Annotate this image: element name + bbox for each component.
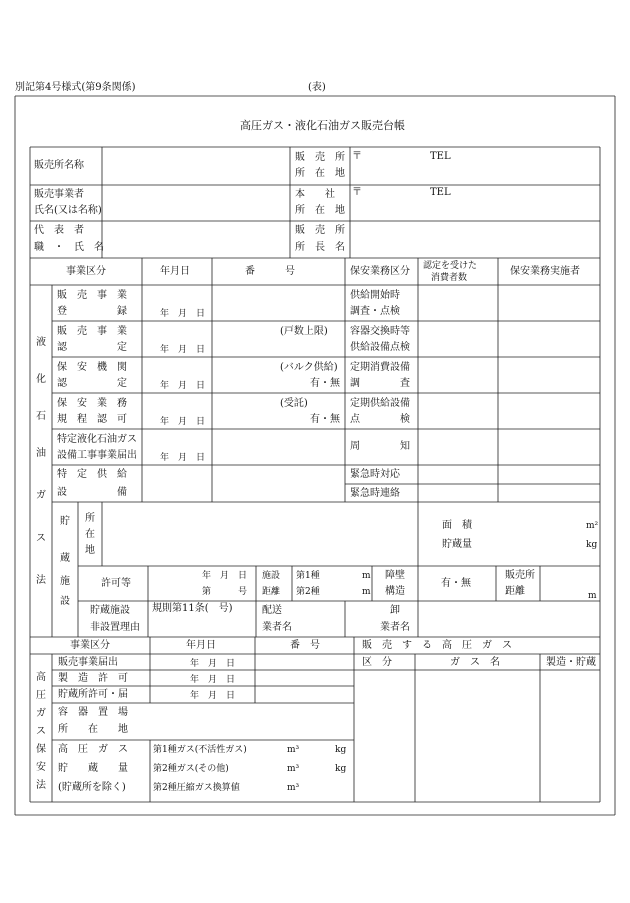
- chief-field[interactable]: [352, 223, 598, 256]
- lpg-side-1: 液: [36, 337, 46, 348]
- exempt-label-1: 貯蔵施設: [90, 605, 130, 616]
- storage-qty-label: 貯蔵量: [442, 539, 472, 550]
- store-dist-2: 距離: [505, 586, 525, 597]
- hpg-gas-header: ガ ス 名: [450, 657, 500, 668]
- lpg-consumers-header-1: 認定を受けた: [423, 261, 478, 271]
- hpg-storage-label-2: 貯 蔵 量: [58, 763, 128, 774]
- operator-label-1: 販売事業者: [34, 189, 84, 200]
- store-loc-label-2: 所 在 地: [295, 168, 345, 179]
- lpg-row3-label-2: 認 定: [57, 378, 127, 389]
- hpg-side-4: ス: [36, 726, 46, 737]
- lpg-side-7: 法: [36, 575, 46, 586]
- lpg-row4-hoan-2: 点 検: [350, 414, 410, 425]
- container-location-field[interactable]: [152, 705, 352, 738]
- storage-location-field[interactable]: [104, 504, 416, 564]
- store-loc-label-1: 販 売 所: [295, 152, 345, 163]
- storage-side-4: 設: [60, 596, 70, 607]
- permit-label: 許可等: [101, 578, 131, 589]
- hpg-side-7: 法: [36, 780, 46, 791]
- hpg-row2-label: 製 造 許 可: [58, 673, 128, 684]
- lpg-row2-label-2: 認 定: [57, 342, 127, 353]
- storage-area-unit: m²: [586, 521, 599, 531]
- storage-side-1: 貯: [60, 516, 70, 527]
- storage-area-label: 面 積: [442, 520, 472, 531]
- storage-loc-3: 地: [85, 545, 95, 556]
- hpg-sell-header: 販 売 す る 高 圧 ガ ス: [362, 640, 512, 651]
- hpg-kubun-header: 区 分: [362, 657, 392, 668]
- barrier-label-2: 構造: [385, 586, 405, 597]
- gas-class1-m3: m³: [287, 745, 300, 755]
- store-dist-unit: m: [588, 591, 597, 601]
- lpg-row5-date: 年 月 日: [160, 453, 206, 463]
- lpg-row4-hoan-1: 定期供給設備: [350, 398, 410, 409]
- lpg-biz-header: 事業区分: [66, 266, 106, 277]
- hpg-side-2: 圧: [36, 690, 46, 701]
- hpg-row1-label: 販売事業届出: [58, 657, 118, 668]
- store-name-field[interactable]: [104, 149, 288, 183]
- container-label-2: 所 在 地: [58, 724, 128, 735]
- lpg-row5-label-1: 特定液化石油ガス: [57, 434, 137, 445]
- lpg-row2-hoan-1: 容器交換時等: [350, 326, 410, 337]
- gas-class2-m3: m³: [287, 764, 300, 774]
- lpg-side-6: ス: [36, 533, 46, 544]
- lpg-row3-hoan-2: 調 査: [350, 378, 410, 389]
- barrier-yn[interactable]: 有・無: [441, 578, 471, 589]
- delivery-label-2: 業者名: [262, 622, 292, 633]
- hpg-row3-label: 貯蔵所許可・届: [58, 689, 128, 700]
- chief-label-2: 所 長 名: [295, 242, 345, 253]
- gas-class1-kg: kg: [335, 745, 347, 755]
- hpg-side-6: 安: [36, 762, 46, 773]
- gas-class2-compressed-m3: m³: [287, 783, 300, 793]
- postal-mark: 〒: [352, 151, 362, 162]
- storage-loc-2: 在: [85, 529, 95, 540]
- class2-unit: m: [362, 587, 371, 597]
- hpg-date-header: 年月日: [186, 640, 216, 651]
- lpg-row4-yn[interactable]: 有・無: [310, 414, 340, 425]
- lpg-row3-label-1: 保 安 機 関: [57, 362, 127, 373]
- rep-field[interactable]: [104, 223, 288, 256]
- hpg-num-header: 番 号: [290, 640, 320, 651]
- hpg-biz-header: 事業区分: [70, 640, 110, 651]
- store-dist-1: 販売所: [505, 570, 535, 581]
- permit-number: 第 号: [202, 587, 248, 597]
- hq-field[interactable]: [352, 199, 598, 219]
- lpg-row1-hoan-1: 供給開始時: [350, 290, 400, 301]
- form-title: 高圧ガス・液化石油ガス販売台帳: [240, 119, 405, 132]
- hpg-storage-label-1: 高 圧 ガ ス: [58, 744, 128, 755]
- store-name-label: 販売所名称: [34, 160, 84, 171]
- storage-side-2: 蔵: [60, 553, 70, 564]
- lpg-row6-hoan-2: 緊急時連絡: [350, 488, 400, 499]
- lpg-row3-num-note: (バルク供給): [280, 362, 338, 373]
- class2-label: 第2種: [296, 587, 320, 597]
- lpg-row1-date: 年 月 日: [160, 309, 206, 319]
- hq-tel-label: TEL: [430, 187, 451, 198]
- operator-label-2: 氏名(又は名称): [34, 205, 102, 216]
- lpg-row1-label-2: 登 録: [57, 306, 127, 317]
- hpg-side-3: ガ: [36, 708, 46, 719]
- lpg-row6-label-2: 設 備: [57, 487, 127, 498]
- lpg-side-3: 石: [36, 411, 46, 422]
- lpg-row2-label-1: 販 売 事 業: [57, 326, 127, 337]
- storage-qty-unit: kg: [586, 540, 598, 550]
- hpg-side-1: 高: [36, 672, 46, 683]
- facility-dist-1: 施設: [262, 571, 281, 581]
- hpg-mfg-header: 製造・貯蔵: [546, 657, 596, 668]
- class1-unit: m: [362, 571, 371, 581]
- lpg-hoan-header: 保安業務区分: [350, 266, 410, 277]
- store-loc-field[interactable]: [352, 163, 598, 183]
- lpg-impl-header: 保安業務実施者: [510, 266, 580, 277]
- lpg-row2-hoan-2: 供給設備点検: [350, 342, 410, 353]
- lpg-row6-hoan-1: 緊急時対応: [350, 469, 400, 480]
- lpg-row1-label-1: 販 売 事 業: [57, 290, 127, 301]
- hpg-row2-date: 年 月 日: [190, 675, 236, 685]
- rep-label-1: 代 表 者: [34, 225, 84, 236]
- lpg-row3-hoan-1: 定期消費設備: [350, 362, 410, 373]
- lpg-row5-hoan: 周 知: [350, 441, 410, 452]
- lpg-num-header: 番 号: [245, 266, 295, 277]
- gas-class2-compressed: 第2種圧縮ガス換算値: [153, 783, 240, 793]
- lpg-consumers-header-2: 消費者数: [431, 273, 468, 283]
- lpg-date-header: 年月日: [160, 266, 190, 277]
- exempt-label-2: 非設置理由: [90, 622, 140, 633]
- hpg-row1-date: 年 月 日: [190, 659, 236, 669]
- permit-date: 年 月 日: [202, 571, 248, 581]
- wholesale-label-2: 業者名: [380, 622, 410, 633]
- class1-label: 第1種: [296, 571, 320, 581]
- gas-class2: 第2種ガス(その他): [153, 764, 229, 774]
- lpg-row1-hoan-2: 調査・点検: [350, 306, 400, 317]
- wholesale-label-1: 卸: [390, 605, 400, 616]
- storage-side-3: 施: [60, 576, 70, 587]
- delivery-label-1: 配送: [262, 605, 282, 616]
- container-label-1: 容 器 置 場: [58, 707, 128, 718]
- tel-label: TEL: [430, 151, 451, 162]
- rep-label-2: 職 ・ 氏 名: [34, 242, 104, 253]
- lpg-row2-date: 年 月 日: [160, 345, 206, 355]
- facility-dist-2: 距離: [262, 587, 281, 597]
- chief-label-1: 販 売 所: [295, 225, 345, 236]
- lpg-side-4: 油: [36, 448, 46, 459]
- gas-class2-kg: kg: [335, 764, 347, 774]
- lpg-row3-date: 年 月 日: [160, 381, 206, 391]
- lpg-side-2: 化: [36, 374, 46, 385]
- hq-postal-mark: 〒: [352, 187, 362, 198]
- form-number: 別記第4号様式(第9条関係): [15, 82, 136, 93]
- barrier-label-1: 障壁: [385, 570, 405, 581]
- hpg-side-5: 保: [36, 744, 46, 755]
- operator-field[interactable]: [104, 187, 288, 219]
- rule-label: 規則第11条( 号): [152, 603, 233, 614]
- lpg-row6-label-1: 特 定 供 給: [57, 469, 127, 480]
- lpg-row5-label-2: 設備工事事業届出: [57, 450, 137, 461]
- lpg-row2-num-note: (戸数上限): [280, 326, 328, 337]
- lpg-row4-label-2: 規 程 認 可: [57, 414, 127, 425]
- hq-label-2: 所 在 地: [295, 205, 345, 216]
- lpg-side-5: ガ: [36, 490, 46, 501]
- lpg-row4-label-1: 保 安 業 務: [57, 398, 127, 409]
- hq-label-1: 本 社: [295, 189, 335, 200]
- front-side-mark: (表): [308, 82, 326, 93]
- lpg-row4-date: 年 月 日: [160, 417, 206, 427]
- lpg-row3-yn[interactable]: 有・無: [310, 378, 340, 389]
- lpg-row4-num-note: (受託): [280, 398, 308, 409]
- gas-class1: 第1種ガス(不活性ガス): [153, 745, 247, 755]
- storage-loc-1: 所: [85, 513, 95, 524]
- hpg-storage-label-3: (貯蔵所を除く): [58, 782, 126, 793]
- hpg-row3-date: 年 月 日: [190, 691, 236, 701]
